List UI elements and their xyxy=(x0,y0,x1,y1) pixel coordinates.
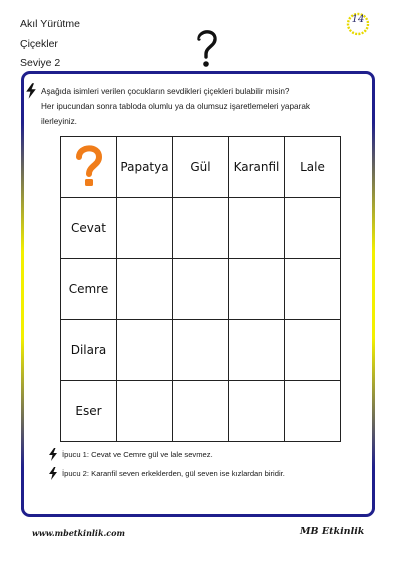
page-number: 14 xyxy=(351,14,365,25)
footer-website: www.mbetkinlik.com xyxy=(32,528,125,538)
grid-cell[interactable] xyxy=(173,320,229,381)
grid-row xyxy=(61,381,341,442)
grid-corner-cell xyxy=(61,137,117,198)
hint-2: İpucu 2: Karanfil seven erkeklerden, gül seven ise kızlardan biridir. xyxy=(62,469,285,478)
grid-cell[interactable] xyxy=(117,381,173,442)
instruction-line-3: ilerleyiniz. xyxy=(41,117,77,126)
grid-column-header: Gül xyxy=(173,137,229,198)
grid-cell[interactable] xyxy=(117,198,173,259)
grid-cell[interactable] xyxy=(229,320,285,381)
grid-column-header: Lale xyxy=(285,137,341,198)
grid-column-header: Karanfil xyxy=(229,137,285,198)
grid-cell[interactable] xyxy=(285,259,341,320)
lightning-bolt-icon xyxy=(48,448,58,461)
worksheet-level: Seviye 2 xyxy=(20,57,61,69)
grid-cell[interactable] xyxy=(229,198,285,259)
hint-1: İpucu 1: Cevat ve Cemre gül ve lale sevmez. xyxy=(62,450,213,459)
worksheet-title: Akıl Yürütme xyxy=(20,18,80,30)
grid-cell[interactable] xyxy=(117,259,173,320)
grid-row-header: Dilara xyxy=(61,320,117,381)
question-mark-decor-icon xyxy=(192,26,222,70)
grid-column-header: Papatya xyxy=(117,137,173,198)
grid-row-header: Eser xyxy=(61,381,117,442)
frame-gradient-right xyxy=(372,80,375,510)
footer-brand: MB Etkinlik xyxy=(300,526,365,537)
grid-header-row xyxy=(61,137,341,198)
grid-cell[interactable] xyxy=(229,259,285,320)
grid-cell[interactable] xyxy=(285,381,341,442)
grid-row-header: Cevat xyxy=(61,198,117,259)
frame-gradient-left xyxy=(21,80,24,510)
lightning-bolt-icon xyxy=(48,467,58,480)
grid-cell[interactable] xyxy=(285,320,341,381)
worksheet-subject: Çiçekler xyxy=(20,38,58,50)
grid-row xyxy=(61,259,341,320)
grid-cell[interactable] xyxy=(173,259,229,320)
grid-cell[interactable] xyxy=(173,198,229,259)
grid-row xyxy=(61,320,341,381)
question-mark-icon xyxy=(72,143,106,189)
grid-row xyxy=(61,198,341,259)
lightning-bolt-icon xyxy=(25,83,37,99)
instruction-line-1: Aşağıda isimleri verilen çocukların sevdikleri çiçekleri bulabilir misin? xyxy=(41,87,290,96)
grid-cell[interactable] xyxy=(285,198,341,259)
instruction-line-2: Her ipucundan sonra tabloda olumlu ya da olumsuz işaretlemeleri yaparak xyxy=(41,102,310,111)
grid-cell[interactable] xyxy=(173,381,229,442)
grid-row-header: Cemre xyxy=(61,259,117,320)
grid-cell[interactable] xyxy=(117,320,173,381)
instructions xyxy=(41,84,361,129)
grid-cell[interactable] xyxy=(229,381,285,442)
logic-grid xyxy=(60,136,341,442)
